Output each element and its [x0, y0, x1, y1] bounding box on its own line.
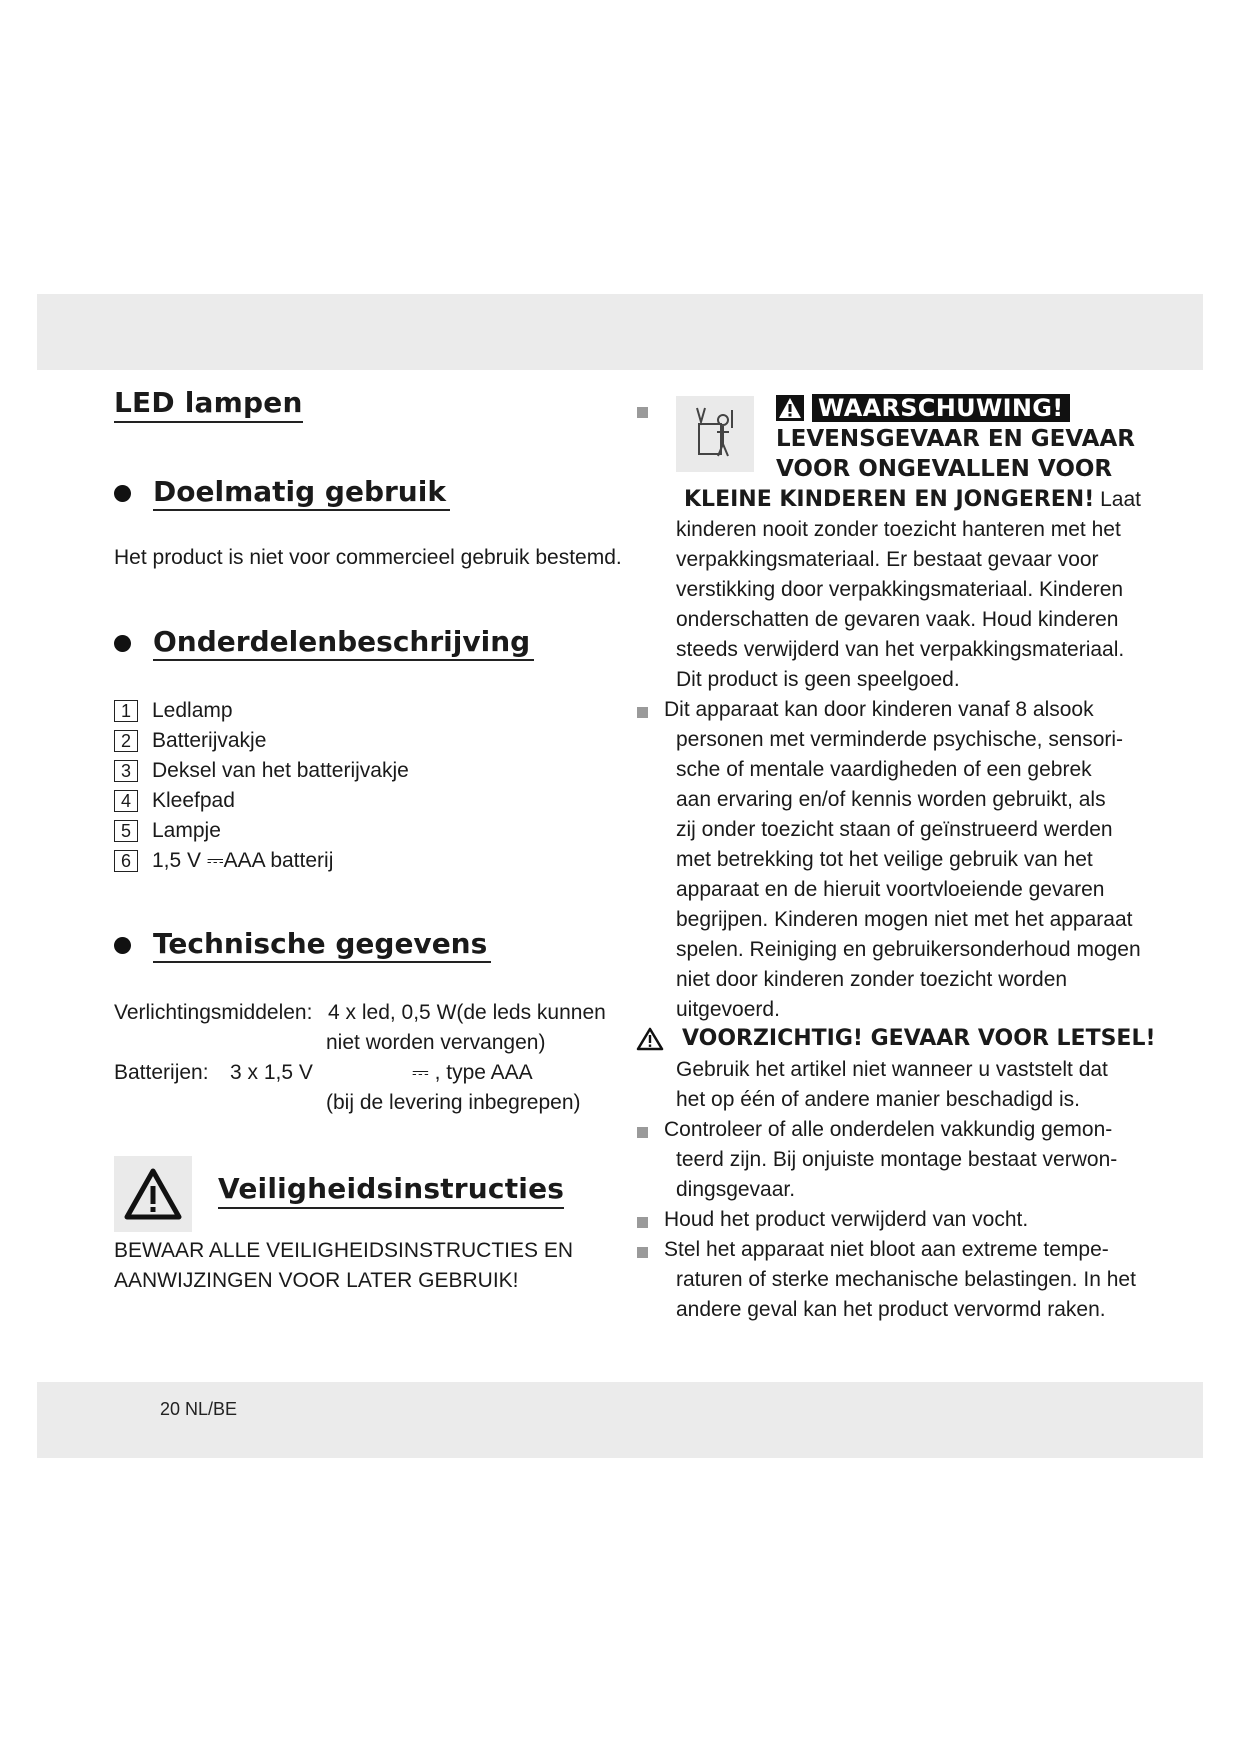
- children-line: spelen. Reiniging en gebruikersonderhoud mogen: [676, 938, 1141, 961]
- tech-heading: Technische gegevens: [153, 928, 491, 963]
- parts-list: [114, 696, 409, 876]
- part-item: [114, 846, 409, 876]
- warning-title-line-3: KLEINE KINDEREN EN JONGEREN!: [684, 487, 1095, 512]
- page-footer: 20 NL/BE: [160, 1399, 238, 1419]
- parts-heading: Onderdelenbeschrijving: [153, 626, 534, 661]
- bullet-dot-icon: [114, 635, 131, 652]
- part-item: [114, 816, 409, 846]
- part-number-box: 6: [114, 850, 138, 872]
- part-number-box: 1: [114, 700, 138, 722]
- bullet-dot-icon: [114, 485, 131, 502]
- moisture-line: Houd het product verwijderd van vocht.: [664, 1208, 1029, 1231]
- warning-line: verpakkingsmateriaal. Er bestaat gevaar voor: [676, 548, 1099, 571]
- safety-warning-icon-box: [114, 1156, 192, 1232]
- warning-title-line-3-row: [684, 485, 1141, 515]
- part-number-box: 3: [114, 760, 138, 782]
- children-line: niet door kinderen zonder toezicht worden: [676, 968, 1068, 991]
- warning-line: Dit product is geen speelgoed.: [676, 668, 960, 691]
- safety-heading: Veiligheidsinstructies: [218, 1174, 564, 1209]
- caution-triangle-icon: [636, 1027, 664, 1051]
- tech-battery-value-1b: ⎓ , type AAA: [412, 1061, 533, 1084]
- assembly-line: dingsgevaar.: [676, 1178, 796, 1201]
- children-line: aan ervaring en/of kennis worden gebruikt, als: [676, 788, 1106, 811]
- page-title: LED lampen: [114, 388, 303, 423]
- children-first-line: Dit apparaat kan door kinderen vanaf 8 alsook: [664, 698, 1094, 721]
- tech-light-value-1: 4 x led, 0,5 W(de leds kunnen: [328, 1001, 606, 1024]
- parts-heading-row: [114, 626, 534, 661]
- tech-light-label: Verlichtingsmiddelen:: [114, 1001, 313, 1024]
- children-line: begrijpen. Kinderen mogen niet met het apparaat: [676, 908, 1133, 931]
- warning-triangle-icon: [776, 395, 804, 421]
- part-label: Batterijvakje: [152, 729, 267, 752]
- tech-battery-value-2: (bij de levering inbegrepen): [326, 1091, 581, 1114]
- part-item: [114, 756, 409, 786]
- children-line: apparaat en de hieruit voortvloeiende gevaren: [676, 878, 1105, 901]
- part-label: Ledlamp: [152, 699, 233, 722]
- list-bullet-square-icon: [637, 1247, 648, 1258]
- warning-triangle-icon: [124, 1168, 182, 1220]
- child-packaging-icon: [687, 404, 743, 464]
- children-line: met betrekking tot het veilige gebruik van het: [676, 848, 1093, 871]
- list-bullet-square-icon: [637, 407, 648, 418]
- children-line: personen met verminderde psychische, sensori-: [676, 728, 1124, 751]
- tech-battery-label: Batterijen:: [114, 1061, 209, 1084]
- intended-use-heading-row: [114, 476, 450, 511]
- part-label: Kleefpad: [152, 789, 235, 812]
- child-hazard-icon-box: [676, 396, 754, 472]
- warning-badge-row: [776, 394, 1070, 422]
- part-label: Deksel van het batterijvakje: [152, 759, 409, 782]
- caution-row: [636, 1026, 1156, 1051]
- part-number-box: 5: [114, 820, 138, 842]
- part-label: Lampje: [152, 819, 221, 842]
- children-line: uitgevoerd.: [676, 998, 780, 1021]
- list-bullet-square-icon: [637, 1217, 648, 1228]
- temp-line: andere geval kan het product vervormd raken.: [676, 1298, 1106, 1321]
- children-line: sche of mentale vaardigheden of een gebrek: [676, 758, 1092, 781]
- warning-line: onderschatten de gevaren vaak. Houd kinderen: [676, 608, 1119, 631]
- intended-use-heading: Doelmatig gebruik: [153, 476, 450, 511]
- intended-use-text: Het product is niet voor commercieel gebruik bestemd.: [114, 546, 622, 569]
- caution-title: VOORZICHTIG! GEVAAR VOOR LETSEL!: [682, 1026, 1156, 1051]
- warning-line: steeds verwijderd van het verpakkingsmateriaal.: [676, 638, 1125, 661]
- safety-keep-line-1: BEWAAR ALLE VEILIGHEIDSINSTRUCTIES EN: [114, 1239, 574, 1262]
- bullet-dot-icon: [114, 937, 131, 954]
- part-number-box: 4: [114, 790, 138, 812]
- warning-badge: WAARSCHUWING!: [812, 394, 1070, 422]
- temp-first-line: Stel het apparaat niet bloot aan extreme tempe-: [664, 1238, 1109, 1261]
- footer-band: [37, 1382, 1203, 1458]
- list-bullet-square-icon: [637, 1127, 648, 1138]
- part-label: 1,5 V ⎓AAA batterij: [152, 849, 334, 872]
- caution-line: Gebruik het artikel niet wanneer u vaststelt dat: [676, 1058, 1108, 1081]
- tech-heading-row: [114, 928, 491, 963]
- part-item: [114, 696, 409, 726]
- caution-line: het op één of andere manier beschadigd is.: [676, 1088, 1080, 1111]
- temp-line: raturen of sterke mechanische belastingen. In het: [676, 1268, 1136, 1291]
- list-bullet-square-icon: [637, 707, 648, 718]
- part-number-box: 2: [114, 730, 138, 752]
- safety-keep-line-2: AANWIJZINGEN VOOR LATER GEBRUIK!: [114, 1269, 519, 1292]
- assembly-line: teerd zijn. Bij onjuiste montage bestaat verwon-: [676, 1148, 1118, 1171]
- warning-text-start: Laat: [1100, 488, 1141, 511]
- children-line: zij onder toezicht staan of geïnstrueerd werden: [676, 818, 1113, 841]
- warning-title-line-1: LEVENSGEVAAR EN GEVAAR: [776, 426, 1135, 452]
- part-item: [114, 786, 409, 816]
- warning-line: verstikking door verpakkingsmateriaal. Kinderen: [676, 578, 1124, 601]
- warning-line: kinderen nooit zonder toezicht hanteren met het: [676, 518, 1121, 541]
- warning-title-line-2: VOOR ONGEVALLEN VOOR: [776, 456, 1113, 482]
- assembly-first-line: Controleer of alle onderdelen vakkundig gemon-: [664, 1118, 1113, 1141]
- header-band: [37, 294, 1203, 370]
- tech-light-value-2: niet worden vervangen): [326, 1031, 546, 1054]
- tech-battery-value-1a: 3 x 1,5 V: [230, 1061, 313, 1084]
- part-item: [114, 726, 409, 756]
